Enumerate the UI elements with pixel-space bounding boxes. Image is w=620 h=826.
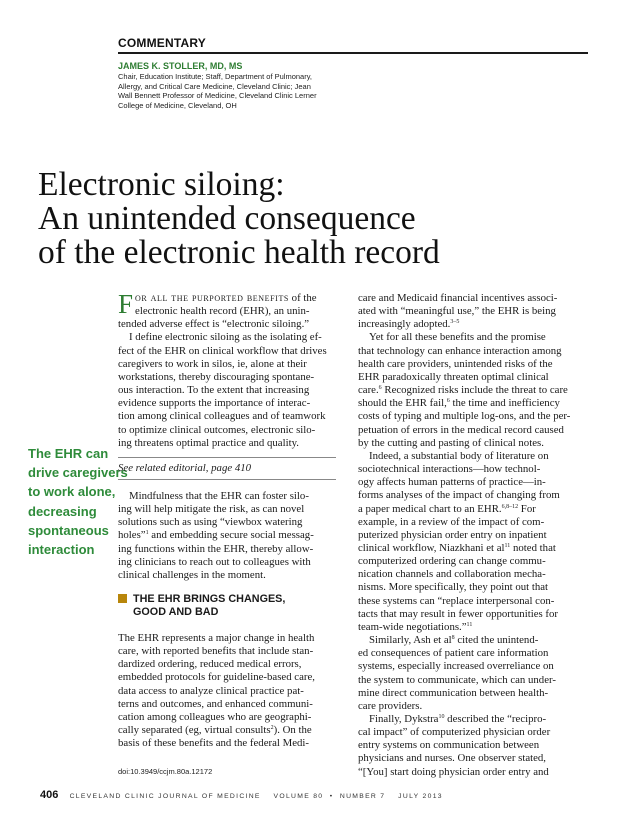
text-fragment: cally separated (eg, virtual consults (118, 724, 271, 737)
text-line: these systems can “replace interpersonal con- (358, 594, 555, 607)
text-fragment: Finally, Dykstra (369, 713, 439, 725)
text-line (358, 384, 582, 397)
text-line: embedded protocols for guideline-based care, (118, 671, 315, 684)
see-related-bottom-rule (118, 479, 336, 480)
page-footer (40, 789, 443, 801)
text-line: care and Medicaid financial incentives associ- (358, 292, 558, 304)
subheading-line: THE EHR BRINGS CHANGES, (133, 593, 286, 605)
text-fragment: Recognized risks include the threat to care (381, 384, 568, 397)
reference-superscript: 11 (466, 621, 473, 628)
text-line: solutions such as using “viewbox watering (118, 516, 303, 529)
text-line: care providers. (358, 699, 423, 712)
text-line: nication channels and collaboration mecha- (358, 568, 546, 581)
issue-number: NUMBER 7 (339, 793, 386, 800)
text-line: The EHR represents a major change in health (118, 632, 315, 644)
text-line: ated with “meaningful use,” the EHR is being (358, 305, 556, 318)
doi-label: doi:10.3949/ccjm.80a.12172 (118, 767, 213, 776)
article-title (38, 168, 598, 270)
reference-superscript: 8 (451, 635, 455, 642)
affiliation-line: Wall Bennett Professor of Medicine, Cleveland Clinic Lerner (118, 91, 317, 101)
text-line (358, 713, 582, 726)
text-line: EHR paradoxically threaten optimal clinical (358, 370, 549, 383)
text-line: entry systems on communication between (358, 739, 540, 752)
journal-name: CLEVELAND CLINIC JOURNAL OF MEDICINE (69, 793, 261, 800)
text-line: terns and outcomes, and enhanced communi- (118, 697, 313, 710)
affiliation-line: College of Medicine, Cleveland, OH (118, 100, 237, 110)
text-line: workstations, thereby discouraging spontane- (118, 370, 315, 383)
text-line: tion among clinical colleagues and of teamwork (118, 410, 326, 423)
text-line (358, 503, 582, 516)
text-line: that technology can enhance interaction among (358, 344, 562, 357)
text-line: I define electronic siloing as the isolating ef- (129, 331, 322, 344)
title-line: An unintended consequence (38, 200, 416, 237)
text-fragment: and embedding secure social messag- (148, 529, 314, 542)
text-line: computerized ordering can change commu- (358, 555, 546, 568)
affiliation-line: Chair, Education Institute; Staff, Department of Pulmonary, (118, 72, 312, 81)
text-line: to optimize clinical outcomes, electronic silo- (118, 423, 316, 436)
reference-superscript: 11 (504, 542, 511, 549)
volume-label: VOLUME 80 (273, 793, 324, 800)
text-line (358, 634, 582, 647)
text-fragment: team-wide negotiations.” (358, 620, 467, 633)
text-line: basis of these benefits and the federal Medi- (118, 737, 309, 750)
affiliation-line: Allergy, and Critical Care Medicine, Cleveland Clinic; Jean (118, 81, 311, 91)
reference-superscript: 6 (378, 385, 382, 392)
pull-quote-line: decreasing (28, 503, 97, 519)
reference-superscript: 6,8–12 (501, 503, 519, 510)
text-fragment: care. (358, 384, 379, 397)
text-line: cation among colleagues who are geographi- (118, 710, 312, 723)
text-line (358, 542, 582, 555)
text-line: Yet for all these benefits and the promise (369, 331, 546, 344)
text-line: ous interaction. To the extent that increasing (118, 384, 310, 397)
text-fragment: of the (288, 292, 317, 304)
text-line: costs of typing and multiple log-ons, and the per- (358, 410, 571, 423)
text-line: Indeed, a substantial body of literature on (369, 449, 549, 462)
pull-quote-line: drive caregivers (28, 465, 128, 481)
text-line: electronic health record (EHR), an unin- (135, 305, 310, 318)
text-fragment: holes” (118, 529, 146, 542)
text-line: ing threatens optimal practice and quality. (118, 436, 299, 449)
text-line: data access to analyze clinical practice pat- (118, 684, 304, 697)
reference-superscript: 1 (145, 530, 149, 537)
reference-superscript: 6 (446, 398, 450, 405)
text-line: ogy affects human patterns of practice—in- (358, 476, 546, 489)
author-name: JAMES K. STOLLER, MD, MS (118, 61, 243, 71)
intro-paragraph (118, 289, 338, 331)
text-fragment: the time and inefficiency (449, 397, 560, 410)
text-line: cal impact” of computerized physician order (358, 726, 551, 739)
text-line: nisms. More specifically, they point out that (358, 581, 549, 594)
text-line: petuation of errors in the medical record caused (358, 423, 564, 436)
subheading-line: GOOD AND BAD (133, 606, 219, 618)
text-line: example, in a review of the impact of com- (358, 515, 545, 528)
text-line: ing functions within the EHR, thereby allow- (118, 542, 314, 555)
text-fragment: ). On the (273, 724, 312, 737)
text-line: fect of the EHR on clinical workflow that drives (118, 344, 327, 357)
text-line: the system to communicate, which can under- (358, 673, 556, 686)
text-line: puterized physician order entry on inpatient (358, 528, 547, 541)
pull-quote-line: spontaneous (28, 522, 109, 538)
text-line: ed consequences of patient care information (358, 647, 549, 660)
text-line: tacts that may result in fewer opportunities for (358, 607, 558, 620)
text-line: physicians and nurses. One observer stated, (358, 752, 546, 765)
bullet-separator: • (329, 793, 334, 800)
text-fragment: Similarly, Ash et al (369, 634, 452, 647)
section-label: COMMENTARY (118, 36, 206, 50)
page-number: 406 (40, 789, 59, 801)
text-line: health care providers, unintended risks of the (358, 357, 553, 370)
pull-quote-line: to work alone, (28, 484, 116, 500)
text-line: clinical challenges in the moment. (118, 568, 266, 581)
reference-superscript: 2 (270, 725, 274, 732)
header-rule (118, 52, 588, 54)
text-line: ing clinicians to reach out to colleagues with (118, 555, 311, 568)
reference-superscript: 3–5 (450, 319, 460, 326)
text-line (358, 318, 582, 331)
text-line: Mindfulness that the EHR can foster silo- (129, 490, 309, 502)
text-line (118, 529, 338, 542)
text-fragment: noted that (510, 541, 556, 554)
smallcaps-lead: or all the purported benefits (135, 292, 289, 304)
text-fragment: For (518, 502, 536, 515)
text-fragment: described the “recipro- (444, 713, 547, 725)
column-right (358, 292, 582, 779)
column-left (118, 289, 338, 450)
ehr-paragraph (118, 632, 338, 750)
see-related-link[interactable]: See related editorial, page 410 (118, 462, 252, 474)
text-fragment: cited the unintend- (454, 634, 539, 647)
issue-date: JULY 2013 (398, 793, 443, 800)
text-line: evidence supports the importance of interac- (118, 397, 311, 410)
pull-quote-line: interaction (28, 542, 95, 558)
text-line: mine direct communication between health- (358, 686, 549, 699)
text-line: systems, especially increased overreliance on (358, 660, 554, 673)
text-fragment: a paper medical chart to an EHR. (358, 502, 502, 515)
pull-quote (28, 444, 128, 559)
reference-superscript: 10 (438, 714, 445, 720)
text-line (118, 292, 338, 305)
pull-quote-line: The EHR can (28, 446, 109, 461)
see-related-top-rule (118, 457, 336, 458)
text-line: dardized ordering, reduced medical errors, (118, 658, 302, 671)
text-line (358, 621, 582, 634)
title-line: Electronic siloing: (38, 166, 285, 203)
text-line: by the cutting and pasting of clinical notes. (358, 436, 544, 449)
text-fragment: increasingly adopted. (358, 318, 451, 331)
drop-cap: F (118, 289, 134, 319)
author-affiliation (118, 72, 358, 110)
text-line: ing will help mitigate the risk, as can novel (118, 503, 305, 516)
define-paragraph (118, 331, 338, 449)
text-line: care, with reported benefits that include stan- (118, 645, 314, 658)
text-fragment: clinical workflow, Niazkhani et al (358, 541, 505, 554)
text-fragment: should the EHR fail, (358, 397, 447, 410)
section-subheading (118, 593, 285, 619)
text-line: tended adverse effect is “electronic siloing.” (118, 318, 310, 331)
text-line: caregivers to work in silos, ie, alone at their (118, 357, 307, 370)
text-line (358, 397, 582, 410)
article-header (118, 36, 588, 110)
text-line: sociotechnical interactions—how technol- (358, 463, 541, 476)
mindfulness-paragraph (118, 490, 338, 582)
square-bullet-icon (118, 594, 127, 603)
title-line: of the electronic health record (38, 234, 440, 271)
text-line: “[You] start doing physician order entry and (358, 765, 549, 778)
text-line: forms analyses of the impact of changing from (358, 489, 560, 502)
text-line (118, 724, 338, 737)
